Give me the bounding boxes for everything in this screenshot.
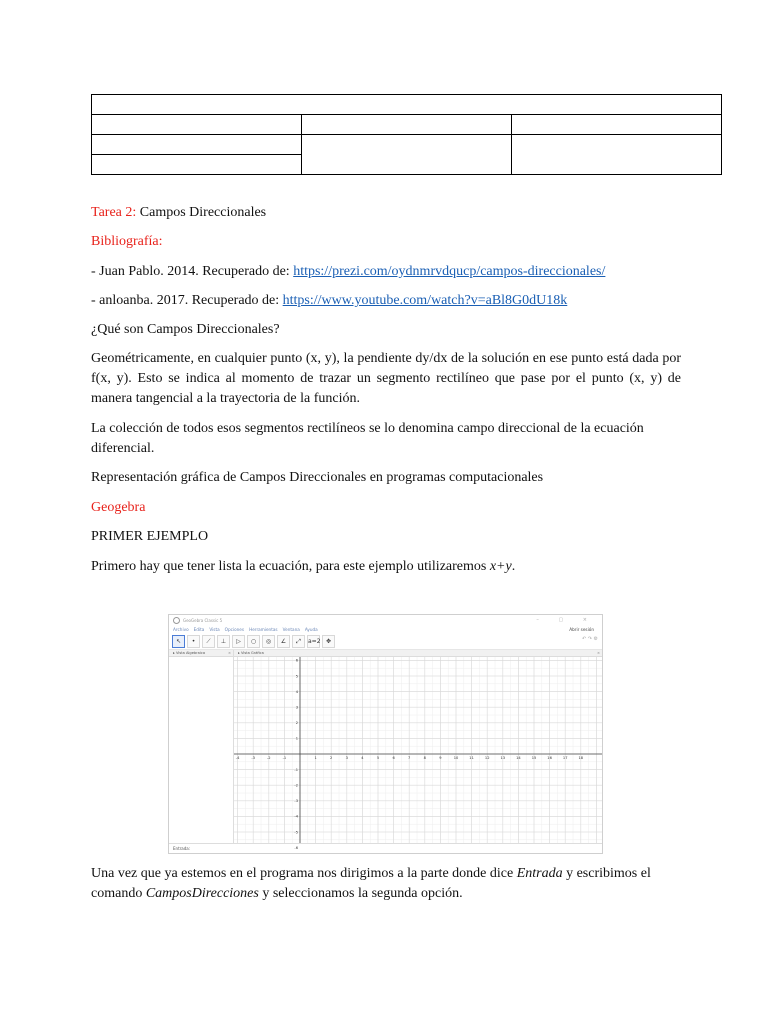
y-tick-label: -6 bbox=[294, 845, 298, 850]
task-name: Campos Direccionales bbox=[139, 205, 267, 220]
entrada-term: Entrada bbox=[516, 866, 563, 881]
move-view-tool-icon[interactable]: ✥ bbox=[322, 635, 335, 648]
menu-opciones[interactable]: Opciones bbox=[224, 626, 245, 632]
table-cell bbox=[92, 135, 302, 155]
paragraph-collection: La colección de todos esos segmentos rectilíneos se lo denomina campo direccional de la ecuación diferencial. bbox=[91, 421, 644, 456]
x-tick-label: 6 bbox=[392, 756, 395, 760]
graphics-view bbox=[234, 650, 602, 850]
x-tick-label: 3 bbox=[345, 756, 348, 760]
window-title: GeoGebra Classic 5 bbox=[183, 617, 223, 623]
y-tick-label: -1 bbox=[294, 767, 298, 772]
input-bar[interactable] bbox=[169, 843, 602, 853]
y-tick-label: -3 bbox=[294, 799, 298, 804]
x-tick-label: 14 bbox=[516, 756, 521, 760]
y-tick-label: 6 bbox=[295, 658, 298, 663]
reflect-tool-icon[interactable]: ⤢ bbox=[292, 635, 305, 648]
x-tick-label: -2 bbox=[267, 756, 271, 760]
equation: x+y bbox=[489, 559, 512, 574]
menu-bar bbox=[169, 625, 602, 633]
geogebra-screenshot bbox=[168, 614, 603, 854]
x-tick-label: 10 bbox=[453, 756, 459, 760]
x-tick-label: 16 bbox=[547, 756, 552, 760]
menu-archivo[interactable]: Archivo bbox=[173, 626, 189, 632]
x-tick-label: 9 bbox=[439, 756, 442, 760]
x-tick-label: -4 bbox=[235, 756, 240, 760]
y-tick-label: 5 bbox=[295, 674, 298, 679]
program-heading: Geogebra bbox=[91, 500, 146, 515]
x-tick-label: 7 bbox=[408, 756, 411, 760]
command-term: CamposDirecciones bbox=[145, 886, 259, 901]
slider-tool-icon[interactable]: a=2 bbox=[307, 635, 320, 648]
table-cell bbox=[92, 95, 722, 115]
youtube-link[interactable]: https://www.youtube.com/watch?v=aBl8G0dU18k bbox=[282, 293, 568, 308]
x-tick-label: 2 bbox=[330, 756, 333, 760]
window-title-bar bbox=[169, 615, 602, 625]
task-title bbox=[91, 203, 266, 223]
closing-paragraph: Una vez que ya estemos en el programa nos dirigimos a la parte donde dice Entrada y escribimos el comando CamposDirecciones y seleccionamos la segunda opción. bbox=[91, 866, 651, 901]
graphics-view-header: ▸ Vista Gráfica × bbox=[234, 650, 602, 657]
example-text: Primero hay que tener lista la ecuación, para este ejemplo utilizaremos x+y. bbox=[91, 559, 516, 574]
geogebra-logo-icon bbox=[173, 617, 180, 624]
toolbar bbox=[169, 633, 602, 650]
x-tick-label: 17 bbox=[562, 756, 568, 760]
table-cell bbox=[512, 135, 722, 175]
angle-tool-icon[interactable]: ∠ bbox=[277, 635, 290, 648]
menu-ventana[interactable]: Ventana bbox=[282, 626, 300, 632]
section-question: ¿Qué son Campos Direccionales? bbox=[91, 322, 280, 337]
x-tick-label: 4 bbox=[361, 756, 364, 760]
algebra-view bbox=[169, 650, 234, 844]
algebra-view-header: ▸ Vista Algebraica × bbox=[169, 650, 233, 657]
y-tick-label: 4 bbox=[295, 689, 298, 694]
bibliography-entry-2: - anloanba. 2017. Recuperado de: https://www.youtube.com/watch?v=aBl8G0dU18k bbox=[91, 293, 568, 308]
menu-edita[interactable]: Edita bbox=[193, 626, 205, 632]
bibliography-heading: Bibliografía: bbox=[91, 234, 163, 249]
x-tick-label: 12 bbox=[484, 756, 490, 760]
task-prefix: Tarea 2: bbox=[91, 205, 137, 220]
circle-tool-icon[interactable]: ○ bbox=[247, 635, 260, 648]
table-row bbox=[92, 135, 722, 155]
close-icon[interactable]: × bbox=[227, 651, 231, 655]
table-cell bbox=[512, 115, 722, 135]
coordinate-grid[interactable] bbox=[234, 657, 602, 850]
table-cell bbox=[92, 155, 302, 175]
x-tick-label: 15 bbox=[531, 756, 537, 760]
bibliography-entry-1: - Juan Pablo. 2014. Recuperado de: https://prezi.com/oydnmrvdqucp/campos-direccionales/ bbox=[91, 264, 606, 279]
y-tick-label: 3 bbox=[295, 705, 298, 710]
paragraph-representation: Representación gráfica de Campos Direccionales en programas computacionales bbox=[91, 470, 544, 485]
menu-vista[interactable]: Vista bbox=[209, 626, 220, 632]
y-tick-label: 1 bbox=[295, 736, 298, 741]
x-tick-label: 13 bbox=[500, 756, 506, 760]
line-tool-icon[interactable]: ⟋ bbox=[202, 635, 215, 648]
y-tick-label: 2 bbox=[295, 721, 298, 726]
table-cell bbox=[302, 115, 512, 135]
window-controls[interactable]: – ▢ × bbox=[536, 617, 596, 623]
table-cell bbox=[302, 135, 512, 175]
x-tick-label: 11 bbox=[469, 756, 474, 760]
ellipse-tool-icon[interactable]: ◎ bbox=[262, 635, 275, 648]
table-row bbox=[92, 95, 722, 115]
table-row bbox=[92, 115, 722, 135]
undo-redo-icon[interactable]: ↶ ↷ ⚙ bbox=[581, 636, 598, 642]
prezi-link[interactable]: https://prezi.com/oydnmrvdqucp/campos-direccionales/ bbox=[293, 264, 606, 279]
x-tick-label: -1 bbox=[282, 756, 287, 760]
perpendicular-tool-icon[interactable]: ⊥ bbox=[217, 635, 230, 648]
point-tool-icon[interactable]: • bbox=[187, 635, 200, 648]
table-cell bbox=[92, 115, 302, 135]
polygon-tool-icon[interactable]: ▷ bbox=[232, 635, 245, 648]
y-tick-label: -5 bbox=[294, 830, 298, 835]
header-table bbox=[91, 94, 722, 175]
x-tick-label: 18 bbox=[578, 756, 584, 760]
x-tick-label: 1 bbox=[314, 756, 317, 760]
x-tick-label: -3 bbox=[251, 756, 255, 760]
y-tick-label: -4 bbox=[294, 814, 298, 819]
input-label: Entrada: bbox=[173, 846, 191, 851]
menu-herramientas[interactable]: Herramientas bbox=[249, 626, 278, 632]
y-tick-label: -2 bbox=[294, 783, 298, 788]
menu-ayuda[interactable]: Ayuda bbox=[304, 626, 318, 632]
sign-in-link[interactable]: Abrir sesión bbox=[569, 626, 594, 632]
move-tool-icon[interactable]: ↖ bbox=[172, 635, 185, 648]
close-icon[interactable]: × bbox=[596, 651, 600, 655]
x-tick-label: 8 bbox=[423, 756, 426, 760]
example-heading: PRIMER EJEMPLO bbox=[91, 529, 209, 544]
x-tick-label: 5 bbox=[376, 756, 380, 760]
paragraph-definition: Geométricamente, en cualquier punto (x, y), la pendiente dy/dx de la solución en ese punto está dada por f(x, y). Esto se indica al momento de trazar un segmento rectilíneo que pase por el punto (x, y) de manera tangencial a la trayectoria de la función. bbox=[91, 351, 681, 406]
